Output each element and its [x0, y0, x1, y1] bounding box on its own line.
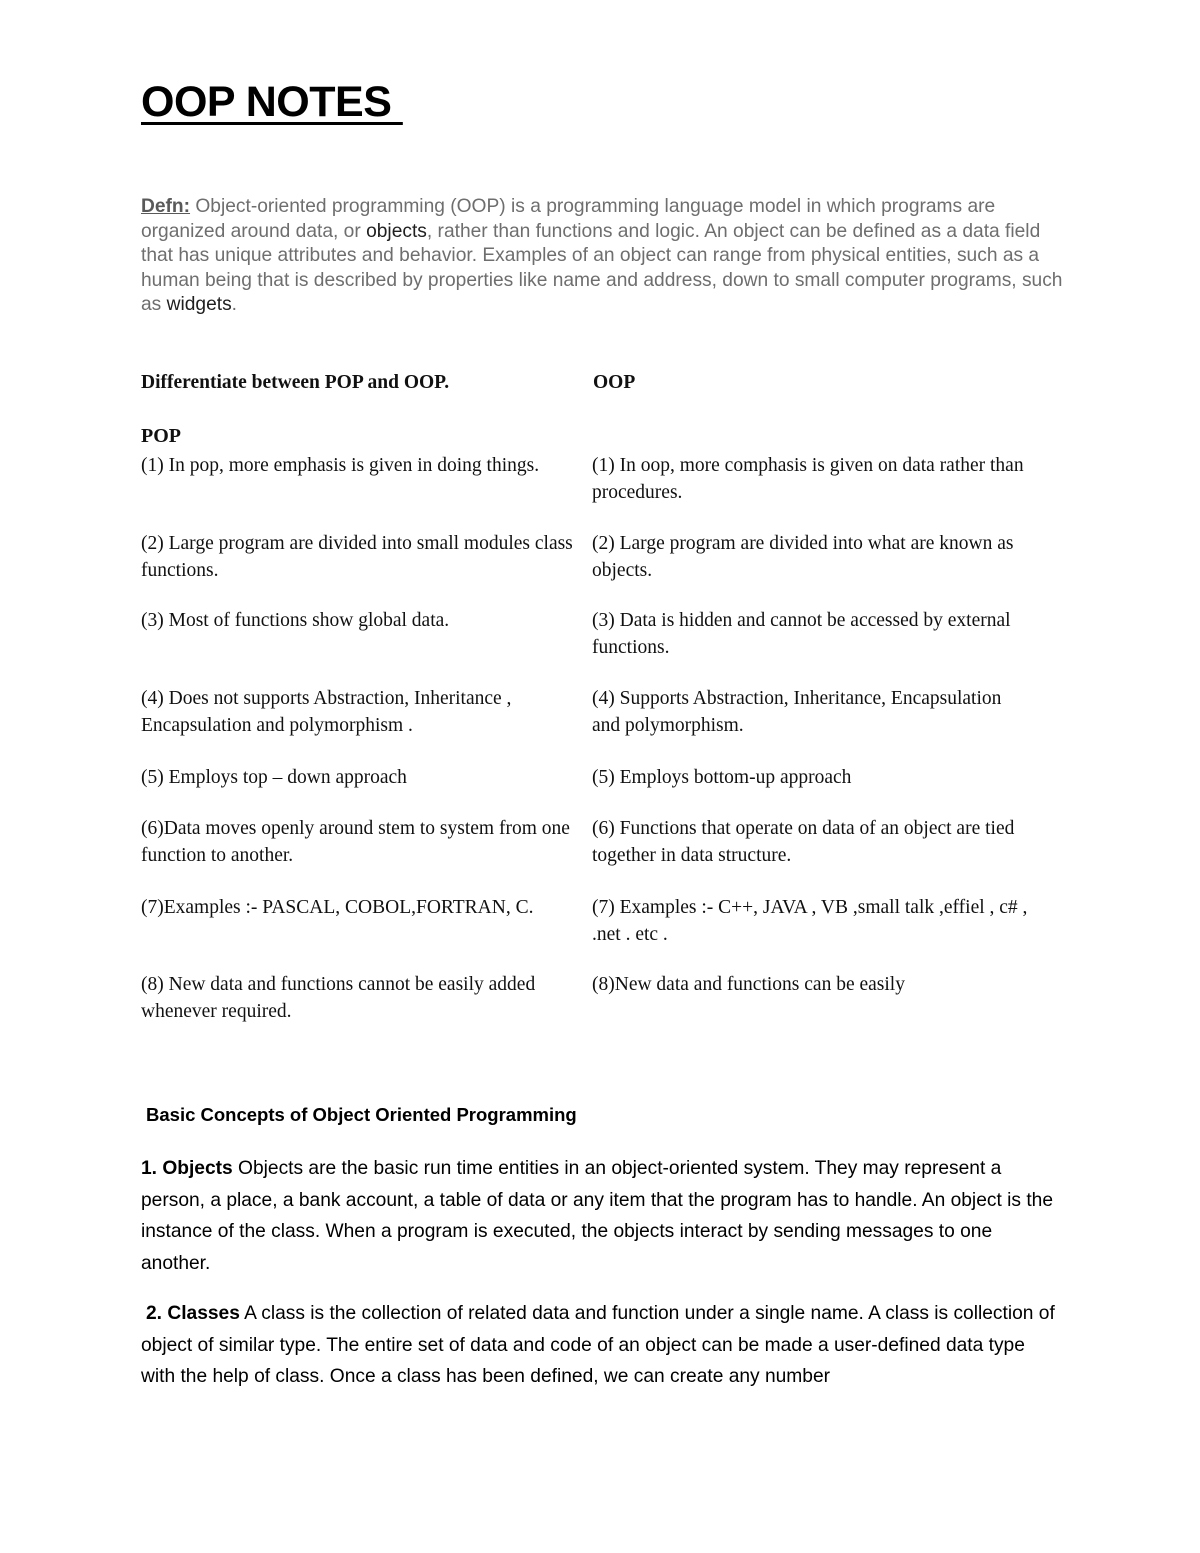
definition-paragraph: [141, 195, 1076, 318]
oop-point-4: (4) Supports Abstraction, Inheritance, Encapsulation and polymorphism.: [592, 688, 1002, 736]
pop-column-heading: POP: [141, 425, 181, 447]
pop-point-5: (5) Employs top – down approach: [141, 767, 407, 788]
pop-point-6: (6)Data moves openly around stem to system from one function to another.: [141, 818, 570, 866]
concept-term: 1. Objects: [141, 1158, 233, 1179]
definition-text-part-1: Object-oriented programming (OOP) is a programming language model in which programs are organized around data, or: [141, 196, 996, 242]
oop-point-6: (6) Functions that operate on data of an object are tied together in data structure.: [592, 818, 1015, 866]
concept-classes: [141, 1298, 1061, 1393]
oop-point-3: (3) Data is hidden and cannot be accessed by external functions.: [592, 610, 1011, 658]
comparison-heading: Differentiate between POP and OOP.: [141, 372, 450, 393]
pop-point-7: (7)Examples :- PASCAL, COBOL,FORTRAN, C.: [141, 897, 534, 918]
definition-label: Defn:: [141, 196, 191, 217]
concept-term: 2. Classes: [146, 1303, 240, 1324]
oop-point-2: (2) Large program are divided into what are known as objects.: [592, 533, 1014, 581]
concept-description: Objects are the basic run time entities in an object-oriented system. They may represent a person, a place, a bank account, a table of data or any item that the program has to handle. An object is the instance of the class. When a program is executed, the objects interact by sending messages to one another.: [141, 1158, 1053, 1274]
oop-point-7: (7) Examples :- C++, JAVA , VB ,small talk ,effiel , c# , .net . etc .: [592, 897, 1028, 945]
definition-text-part-2: , rather than functions and logic. An object can be defined as a data field that has unique attributes and behavior. Examples of an object can range from physical entities, such as a human being that is described by properties like name and address, down to small computer programs, such as: [141, 220, 1063, 315]
pop-point-4: (4) Does not supports Abstraction, Inheritance , Encapsulation and polymorphism .: [141, 688, 512, 736]
oop-point-5: (5) Employs bottom-up approach: [592, 767, 852, 788]
pop-point-1: (1) In pop, more emphasis is given in doing things.: [141, 455, 540, 476]
widgets-link[interactable]: widgets: [166, 294, 232, 315]
concept-description: A class is the collection of related data and function under a single name. A class is collection of object of similar type. The entire set of data and code of an object can be made a user-defined data type with the help of class. Once a class has been defined, we can create any number: [141, 1303, 1055, 1387]
oop-point-1: (1) In oop, more comphasis is given on data rather than procedures.: [592, 455, 1024, 503]
objects-link[interactable]: objects: [366, 220, 427, 242]
definition-text-part-3: .: [231, 294, 238, 315]
pop-point-3: (3) Most of functions show global data.: [141, 610, 450, 631]
page-title: OOP NOTES: [141, 78, 403, 126]
concept-objects: [141, 1153, 1061, 1279]
concepts-heading: Basic Concepts of Object Oriented Programming: [146, 1104, 577, 1125]
oop-point-8: (8)New data and functions can be easily: [592, 974, 905, 995]
pop-point-2: (2) Large program are divided into small modules class functions.: [141, 533, 573, 581]
pop-point-8: (8) New data and functions cannot be easily added whenever required.: [141, 974, 536, 1022]
oop-column-heading: OOP: [593, 372, 636, 393]
